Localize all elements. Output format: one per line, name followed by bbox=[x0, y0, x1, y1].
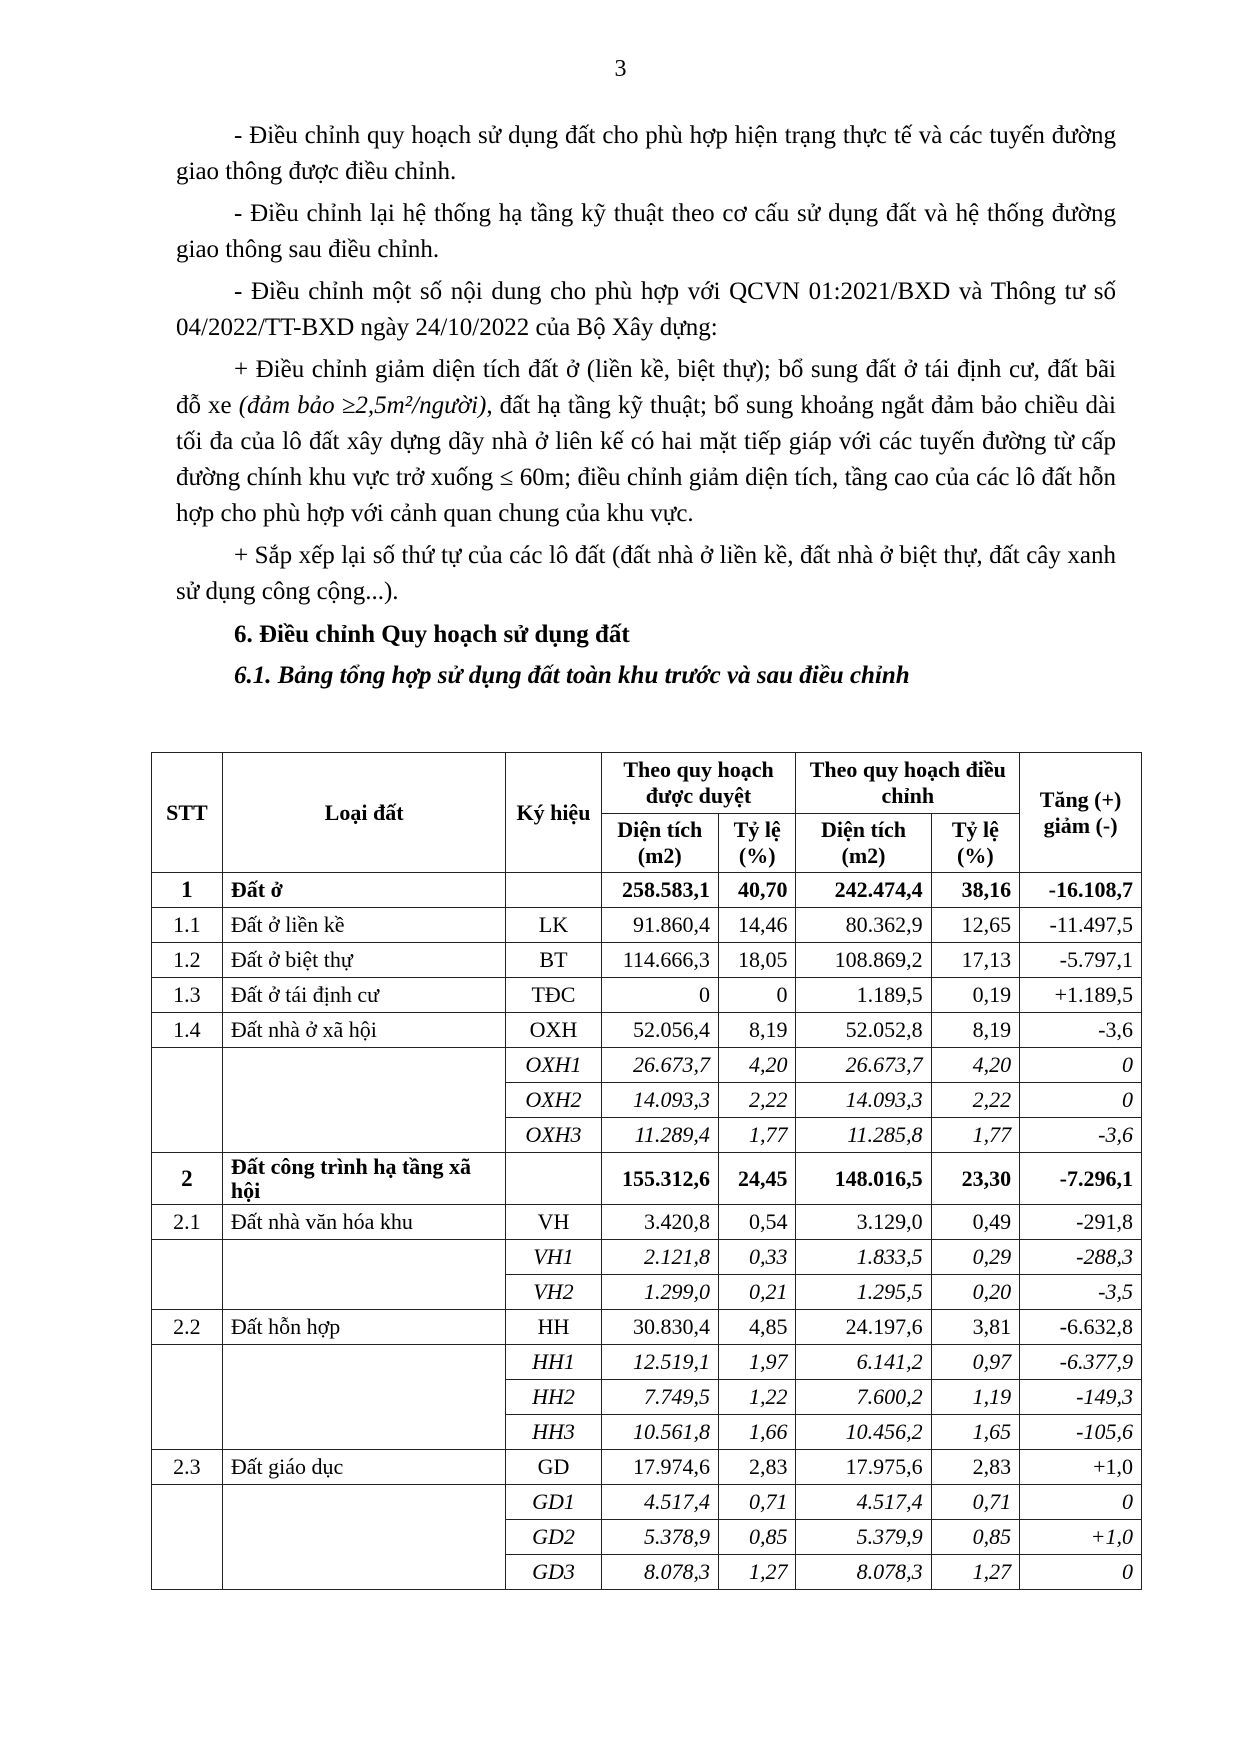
cell-code: LK bbox=[506, 908, 601, 943]
cell-adjusted-ratio: 1,77 bbox=[931, 1118, 1020, 1153]
cell-code: GD3 bbox=[506, 1555, 601, 1590]
cell-change: -105,6 bbox=[1020, 1415, 1142, 1450]
cell-code: HH3 bbox=[506, 1415, 601, 1450]
cell-approved-ratio: 4,20 bbox=[718, 1048, 796, 1083]
header-land-type: Loại đất bbox=[222, 753, 505, 873]
cell-change: -11.497,5 bbox=[1020, 908, 1142, 943]
cell-stt: 2.3 bbox=[152, 1450, 223, 1485]
cell-change: +1.189,5 bbox=[1020, 978, 1142, 1013]
cell-approved-ratio: 0,85 bbox=[718, 1520, 796, 1555]
cell-approved-area: 26.673,7 bbox=[601, 1048, 718, 1083]
cell-stt bbox=[152, 1485, 223, 1590]
table-row bbox=[152, 1205, 1142, 1240]
cell-adjusted-ratio: 38,16 bbox=[931, 873, 1020, 908]
cell-adjusted-area: 52.052,8 bbox=[796, 1013, 931, 1048]
cell-change: -5.797,1 bbox=[1020, 943, 1142, 978]
cell-approved-area: 114.666,3 bbox=[601, 943, 718, 978]
header-approved-plan: Theo quy hoạch được duyệt bbox=[601, 753, 796, 814]
header-stt: STT bbox=[152, 753, 223, 873]
cell-adjusted-area: 24.197,6 bbox=[796, 1310, 931, 1345]
cell-adjusted-area: 5.379,9 bbox=[796, 1520, 931, 1555]
cell-stt: 1 bbox=[152, 873, 223, 908]
cell-change: -6.377,9 bbox=[1020, 1345, 1142, 1380]
cell-adjusted-area: 148.016,5 bbox=[796, 1153, 931, 1205]
cell-adjusted-ratio: 0,49 bbox=[931, 1205, 1020, 1240]
cell-adjusted-ratio: 1,27 bbox=[931, 1555, 1020, 1590]
cell-approved-area: 11.289,4 bbox=[601, 1118, 718, 1153]
cell-approved-area: 4.517,4 bbox=[601, 1485, 718, 1520]
cell-adjusted-area: 108.869,2 bbox=[796, 943, 931, 978]
header-area-adjusted: Diện tích (m2) bbox=[796, 814, 931, 873]
table-row bbox=[152, 1345, 1142, 1380]
table-row bbox=[152, 978, 1142, 1013]
cell-approved-area: 17.974,6 bbox=[601, 1450, 718, 1485]
cell-code: VH1 bbox=[506, 1240, 601, 1275]
cell-approved-ratio: 1,22 bbox=[718, 1380, 796, 1415]
cell-land-type: Đất ở bbox=[222, 873, 505, 908]
cell-change: -7.296,1 bbox=[1020, 1153, 1142, 1205]
cell-land-type bbox=[222, 1240, 505, 1310]
cell-adjusted-area: 80.362,9 bbox=[796, 908, 931, 943]
paragraph: - Điều chỉnh quy hoạch sử dụng đất cho phù hợp hiện trạng thực tế và các tuyến đường giao thông được điều chỉnh. bbox=[176, 122, 1116, 185]
cell-adjusted-ratio: 4,20 bbox=[931, 1048, 1020, 1083]
paragraph: + Sắp xếp lại số thứ tự của các lô đất (đất nhà ở liền kề, đất nhà ở biệt thự, đất cây xanh sử dụng công cộng...). bbox=[176, 542, 1116, 605]
cell-adjusted-area: 17.975,6 bbox=[796, 1450, 931, 1485]
cell-stt: 1.4 bbox=[152, 1013, 223, 1048]
cell-land-type: Đất nhà ở xã hội bbox=[222, 1013, 505, 1048]
cell-code: HH2 bbox=[506, 1380, 601, 1415]
cell-change: -6.632,8 bbox=[1020, 1310, 1142, 1345]
cell-adjusted-ratio: 1,19 bbox=[931, 1380, 1020, 1415]
cell-land-type: Đất hỗn hợp bbox=[222, 1310, 505, 1345]
cell-adjusted-area: 11.285,8 bbox=[796, 1118, 931, 1153]
cell-land-type: Đất nhà văn hóa khu bbox=[222, 1205, 505, 1240]
cell-stt: 2.2 bbox=[152, 1310, 223, 1345]
cell-land-type: Đất ở biệt thự bbox=[222, 943, 505, 978]
cell-adjusted-area: 10.456,2 bbox=[796, 1415, 931, 1450]
cell-approved-area: 3.420,8 bbox=[601, 1205, 718, 1240]
cell-approved-area: 91.860,4 bbox=[601, 908, 718, 943]
cell-approved-ratio: 24,45 bbox=[718, 1153, 796, 1205]
cell-stt: 2.1 bbox=[152, 1205, 223, 1240]
cell-code: BT bbox=[506, 943, 601, 978]
cell-adjusted-area: 1.189,5 bbox=[796, 978, 931, 1013]
table-row bbox=[152, 1240, 1142, 1275]
cell-approved-area: 155.312,6 bbox=[601, 1153, 718, 1205]
cell-approved-area: 8.078,3 bbox=[601, 1555, 718, 1590]
table-row bbox=[152, 943, 1142, 978]
cell-code: OXH3 bbox=[506, 1118, 601, 1153]
cell-adjusted-area: 14.093,3 bbox=[796, 1083, 931, 1118]
table-row bbox=[152, 1310, 1142, 1345]
cell-approved-ratio: 14,46 bbox=[718, 908, 796, 943]
header-code: Ký hiệu bbox=[506, 753, 601, 873]
cell-approved-ratio: 1,97 bbox=[718, 1345, 796, 1380]
cell-approved-area: 52.056,4 bbox=[601, 1013, 718, 1048]
cell-change: -3,6 bbox=[1020, 1013, 1142, 1048]
cell-approved-area: 258.583,1 bbox=[601, 873, 718, 908]
cell-adjusted-area: 1.833,5 bbox=[796, 1240, 931, 1275]
cell-adjusted-area: 242.474,4 bbox=[796, 873, 931, 908]
cell-code: GD2 bbox=[506, 1520, 601, 1555]
cell-approved-ratio: 0,33 bbox=[718, 1240, 796, 1275]
cell-approved-area: 2.121,8 bbox=[601, 1240, 718, 1275]
page-number: 3 bbox=[614, 56, 627, 82]
cell-approved-ratio: 0,71 bbox=[718, 1485, 796, 1520]
cell-land-type: Đất ở liền kề bbox=[222, 908, 505, 943]
table-row bbox=[152, 1450, 1142, 1485]
cell-adjusted-ratio: 23,30 bbox=[931, 1153, 1020, 1205]
paragraph-italic-note: (đảm bảo ≥2,5m²/người) bbox=[238, 392, 487, 419]
table-row bbox=[152, 1153, 1142, 1205]
cell-adjusted-ratio: 8,19 bbox=[931, 1013, 1020, 1048]
header-ratio-adjusted: Tỷ lệ (%) bbox=[931, 814, 1020, 873]
cell-approved-ratio: 4,85 bbox=[718, 1310, 796, 1345]
paragraph-text: , đất hạ tầng kỹ thuật; bổ sung khoảng ngắt đảm bảo chiều dài tối đa của lô đất xây dựng dãy nhà ở liên kế có hai mặt tiếp giáp với các tuyến đường từ cấp đường chính khu vực trở xuống ≤ 60m; điều chỉnh giảm diện tích, tầng cao của các lô đất hỗn hợp cho phù hợp với cảnh quan chung của khu vực. bbox=[176, 392, 1116, 527]
cell-approved-ratio: 0,21 bbox=[718, 1275, 796, 1310]
cell-adjusted-ratio: 0,85 bbox=[931, 1520, 1020, 1555]
cell-code: HH1 bbox=[506, 1345, 601, 1380]
header-adjusted-plan: Theo quy hoạch điều chỉnh bbox=[796, 753, 1020, 814]
table-caption: 6.1. Bảng tổng hợp sử dụng đất toàn khu trước và sau điều chỉnh bbox=[234, 662, 910, 689]
cell-change: -149,3 bbox=[1020, 1380, 1142, 1415]
cell-change: -3,6 bbox=[1020, 1118, 1142, 1153]
cell-code: OXH bbox=[506, 1013, 601, 1048]
cell-approved-ratio: 1,27 bbox=[718, 1555, 796, 1590]
cell-land-type bbox=[222, 1485, 505, 1590]
cell-adjusted-area: 26.673,7 bbox=[796, 1048, 931, 1083]
cell-approved-ratio: 18,05 bbox=[718, 943, 796, 978]
cell-adjusted-ratio: 0,29 bbox=[931, 1240, 1020, 1275]
cell-stt bbox=[152, 1240, 223, 1310]
cell-land-type: Đất giáo dục bbox=[222, 1450, 505, 1485]
cell-adjusted-ratio: 0,97 bbox=[931, 1345, 1020, 1380]
cell-change: -16.108,7 bbox=[1020, 873, 1142, 908]
cell-code bbox=[506, 1153, 601, 1205]
cell-stt: 1.3 bbox=[152, 978, 223, 1013]
table-row bbox=[152, 1013, 1142, 1048]
cell-approved-area: 5.378,9 bbox=[601, 1520, 718, 1555]
cell-adjusted-ratio: 1,65 bbox=[931, 1415, 1020, 1450]
paragraph-adjustments bbox=[176, 352, 1116, 532]
cell-adjusted-area: 3.129,0 bbox=[796, 1205, 931, 1240]
cell-code: OXH2 bbox=[506, 1083, 601, 1118]
cell-adjusted-ratio: 2,22 bbox=[931, 1083, 1020, 1118]
cell-adjusted-area: 4.517,4 bbox=[796, 1485, 931, 1520]
paragraph: - Điều chỉnh lại hệ thống hạ tầng kỹ thuật theo cơ cấu sử dụng đất và hệ thống đường giao thông sau điều chỉnh. bbox=[176, 200, 1116, 263]
header-area-approved: Diện tích (m2) bbox=[601, 814, 718, 873]
cell-approved-ratio: 2,22 bbox=[718, 1083, 796, 1118]
cell-approved-area: 0 bbox=[601, 978, 718, 1013]
cell-approved-ratio: 40,70 bbox=[718, 873, 796, 908]
cell-stt bbox=[152, 1345, 223, 1450]
table-row bbox=[152, 1048, 1142, 1083]
cell-change: 0 bbox=[1020, 1485, 1142, 1520]
cell-stt: 1.2 bbox=[152, 943, 223, 978]
cell-code bbox=[506, 873, 601, 908]
paragraph-text: + Điều chỉnh giảm diện tích đất ở (liền kề, biệt thự); bổ sung đất ở tái định cư, đất bãi đỗ xe bbox=[176, 356, 1116, 419]
cell-stt: 2 bbox=[152, 1153, 223, 1205]
cell-adjusted-area: 1.295,5 bbox=[796, 1275, 931, 1310]
cell-change: +1,0 bbox=[1020, 1450, 1142, 1485]
cell-change: 0 bbox=[1020, 1048, 1142, 1083]
cell-stt: 1.1 bbox=[152, 908, 223, 943]
cell-adjusted-area: 7.600,2 bbox=[796, 1380, 931, 1415]
cell-adjusted-ratio: 0,20 bbox=[931, 1275, 1020, 1310]
cell-approved-ratio: 2,83 bbox=[718, 1450, 796, 1485]
cell-code: VH2 bbox=[506, 1275, 601, 1310]
cell-code: HH bbox=[506, 1310, 601, 1345]
cell-approved-area: 10.561,8 bbox=[601, 1415, 718, 1450]
cell-approved-ratio: 1,77 bbox=[718, 1118, 796, 1153]
cell-approved-area: 30.830,4 bbox=[601, 1310, 718, 1345]
cell-approved-ratio: 0 bbox=[718, 978, 796, 1013]
table-row bbox=[152, 873, 1142, 908]
cell-approved-area: 1.299,0 bbox=[601, 1275, 718, 1310]
cell-adjusted-area: 8.078,3 bbox=[796, 1555, 931, 1590]
cell-stt bbox=[152, 1048, 223, 1153]
paragraph: - Điều chỉnh một số nội dung cho phù hợp với QCVN 01:2021/BXD và Thông tư số 04/2022/TT-BXD ngày 24/10/2022 của Bộ Xây dựng: bbox=[176, 278, 1116, 341]
cell-adjusted-ratio: 3,81 bbox=[931, 1310, 1020, 1345]
document-body bbox=[176, 118, 1116, 694]
cell-change: -3,5 bbox=[1020, 1275, 1142, 1310]
cell-adjusted-ratio: 17,13 bbox=[931, 943, 1020, 978]
cell-approved-ratio: 1,66 bbox=[718, 1415, 796, 1450]
header-ratio-approved: Tỷ lệ (%) bbox=[718, 814, 796, 873]
cell-land-type: Đất ở tái định cư bbox=[222, 978, 505, 1013]
cell-approved-area: 12.519,1 bbox=[601, 1345, 718, 1380]
cell-approved-ratio: 0,54 bbox=[718, 1205, 796, 1240]
cell-approved-ratio: 8,19 bbox=[718, 1013, 796, 1048]
cell-change: 0 bbox=[1020, 1555, 1142, 1590]
cell-change: +1,0 bbox=[1020, 1520, 1142, 1555]
cell-change: -288,3 bbox=[1020, 1240, 1142, 1275]
cell-approved-area: 14.093,3 bbox=[601, 1083, 718, 1118]
cell-adjusted-ratio: 2,83 bbox=[931, 1450, 1020, 1485]
cell-code: VH bbox=[506, 1205, 601, 1240]
header-change: Tăng (+) giảm (-) bbox=[1020, 753, 1142, 873]
cell-land-type: Đất công trình hạ tầng xã hội bbox=[222, 1153, 505, 1205]
cell-code: GD bbox=[506, 1450, 601, 1485]
cell-change: 0 bbox=[1020, 1083, 1142, 1118]
cell-land-type bbox=[222, 1048, 505, 1153]
cell-adjusted-ratio: 0,19 bbox=[931, 978, 1020, 1013]
table-body bbox=[152, 873, 1142, 1590]
cell-code: GD1 bbox=[506, 1485, 601, 1520]
cell-adjusted-ratio: 12,65 bbox=[931, 908, 1020, 943]
table-row bbox=[152, 1485, 1142, 1520]
cell-adjusted-ratio: 0,71 bbox=[931, 1485, 1020, 1520]
table-row bbox=[152, 908, 1142, 943]
cell-approved-area: 7.749,5 bbox=[601, 1380, 718, 1415]
cell-land-type bbox=[222, 1345, 505, 1450]
cell-code: TĐC bbox=[506, 978, 601, 1013]
cell-code: OXH1 bbox=[506, 1048, 601, 1083]
section-heading: 6. Điều chỉnh Quy hoạch sử dụng đất bbox=[234, 621, 630, 648]
land-use-table bbox=[151, 752, 1142, 1590]
cell-adjusted-area: 6.141,2 bbox=[796, 1345, 931, 1380]
cell-change: -291,8 bbox=[1020, 1205, 1142, 1240]
